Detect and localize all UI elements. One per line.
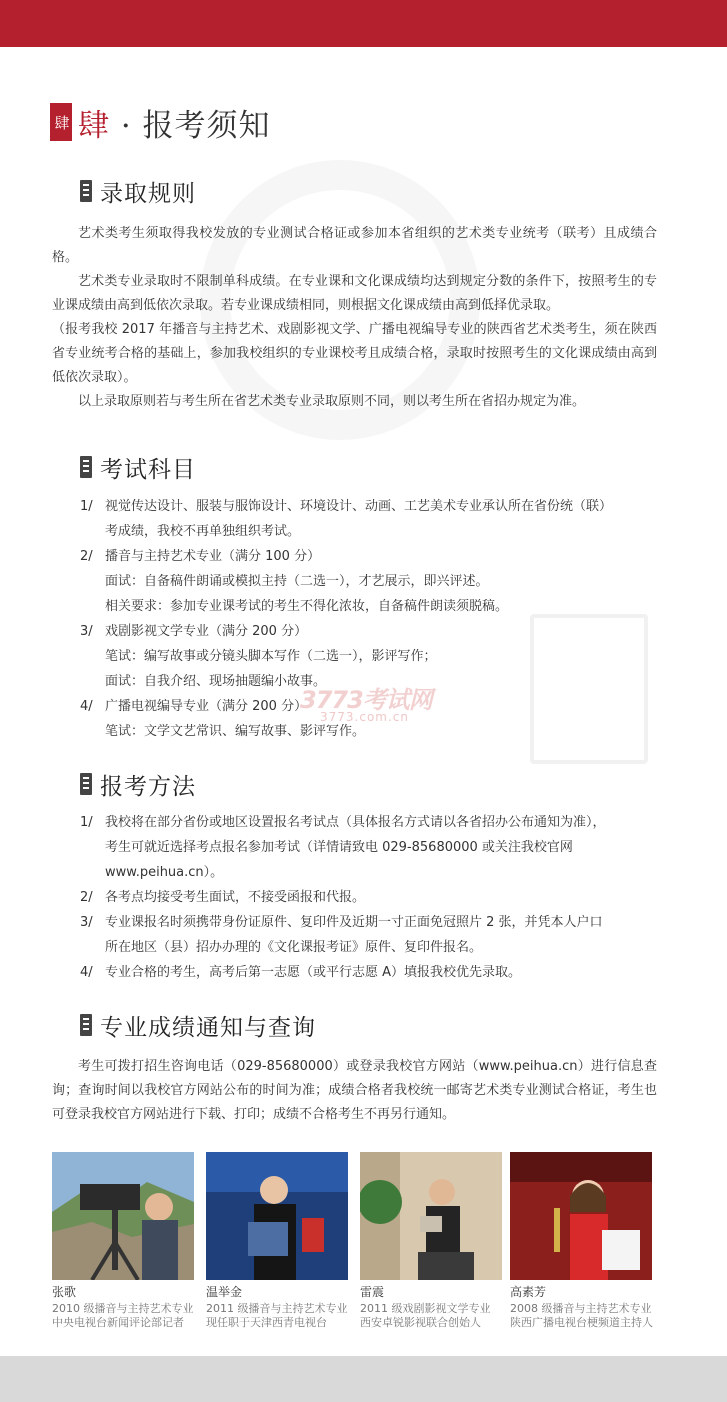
section-heading-admission-rules [80, 174, 196, 208]
item-line: 相关要求：参加专业课考试的考生不得化浓妆，自备稿件朗读须脱稿。 [105, 599, 509, 614]
section-bullet-icon [80, 773, 92, 795]
site-watermark: 3773考试网 [300, 686, 432, 714]
item-line: 考生可就近选择考点报名参加考试（详情请致电 029-85680000 或关注我校官网 [105, 840, 573, 855]
chapter-seal: 肆 [50, 103, 72, 141]
item-line: 笔试：编写故事或分镜头脚本写作（二选一），影评写作； [105, 649, 437, 664]
chapter-heading [50, 100, 271, 144]
section-bullet-icon [80, 456, 92, 478]
list-item [80, 885, 660, 910]
item-line: 视觉传达设计、服装与服饰设计、环境设计、动画、工艺美术专业承认所在省份统（联） [105, 499, 613, 514]
alumni-major: 2011 级戏剧影视文学专业 [360, 1302, 491, 1315]
item-number: 2/ [80, 549, 93, 564]
section-heading-score-notice [80, 1008, 316, 1042]
bottom-banner [0, 1356, 727, 1402]
section-title: 专业成绩通知与查询 [100, 1014, 316, 1041]
section-bullet-icon [80, 1014, 92, 1036]
alumni-position: 现任职于天津西青电视台 [206, 1316, 327, 1329]
alumni-position: 中央电视台新闻评论部记者 [52, 1316, 184, 1329]
section-bullet-icon [80, 180, 92, 202]
section-title: 报考方法 [100, 773, 196, 800]
item-line: 播音与主持艺术专业（满分 100 分） [105, 549, 321, 564]
item-number: 1/ [80, 815, 93, 830]
item-number: 4/ [80, 699, 93, 714]
alumni-caption [360, 1285, 510, 1330]
item-line: 各考点均接受考生面试，不接受函报和代报。 [105, 890, 366, 905]
alumni-caption [52, 1285, 202, 1330]
list-item [80, 494, 660, 544]
top-banner [0, 0, 727, 47]
rules-paragraph-2: 艺术类专业录取时不限制单科成绩。在专业课和文化课成绩均达到规定分数的条件下，按照考生的专业课成绩由高到低依次录取。若专业课成绩相同，则根据文化课成绩由高到低择优录取。 [52, 274, 657, 313]
item-line: 考成绩，我校不再单独组织考试。 [105, 524, 301, 539]
list-item [80, 810, 660, 885]
admission-rules-text [52, 222, 657, 414]
item-number: 2/ [80, 890, 93, 905]
site-watermark-url: 3773.com.cn [320, 710, 409, 724]
chapter-title [78, 100, 271, 145]
alumni-name: 雷震 [360, 1285, 385, 1299]
item-number: 3/ [80, 915, 93, 930]
list-item [80, 960, 660, 985]
alumni-photo-presenter [510, 1152, 652, 1280]
section-heading-application-method [80, 767, 196, 801]
alumni-position: 西安卓锐影视联合创始人 [360, 1316, 481, 1329]
application-method-list [80, 810, 660, 985]
item-line: 我校将在部分省份或地区设置报名考试点（具体报名方式请以各省招办公布通知为准）， [105, 815, 606, 830]
item-line: 面试：自我介绍、现场抽题编小故事。 [105, 674, 327, 689]
chapter-title-text: · 报考须知 [110, 107, 271, 144]
item-line: www.peihua.cn）。 [105, 865, 224, 880]
section-heading-exam-subjects [80, 450, 196, 484]
notice-paragraph: 考生可拨打招生咨询电话（029-85680000）或登录我校官方网站（www.peihua.cn）进行信息查询；查询时间以我校官方网站公布的时间为准；成绩合格者我校统一邮寄艺术类专业测试合格证，考生也可登录我校官方网站进行下载、打印；成绩不合格考生不再另行通知。 [52, 1059, 657, 1122]
alumni-major: 2010 级播音与主持艺术专业 [52, 1302, 194, 1315]
section-title: 考试科目 [100, 456, 196, 483]
item-line: 笔试：文学文艺常识、编写故事、影评写作。 [105, 724, 366, 739]
alumni-major: 2008 级播音与主持艺术专业 [510, 1302, 652, 1315]
list-item [80, 910, 660, 960]
item-line: 专业合格的考生，高考后第一志愿（或平行志愿 A）填报我校优先录取。 [105, 965, 522, 980]
list-item [80, 544, 660, 619]
alumni-name: 高素芳 [510, 1285, 547, 1299]
alumni-photo-writer [360, 1152, 502, 1280]
alumni-major: 2011 级播音与主持艺术专业 [206, 1302, 348, 1315]
item-number: 3/ [80, 624, 93, 639]
rules-paragraph-4: 以上录取原则若与考生所在省艺术类专业录取原则不同，则以考生所在省招办规定为准。 [78, 394, 586, 409]
item-number: 1/ [80, 499, 93, 514]
rules-paragraph-1: 艺术类考生须取得我校发放的专业测试合格证或参加本省组织的艺术类专业统考（联考）且成绩合格。 [52, 226, 657, 265]
alumni-caption [206, 1285, 356, 1330]
alumni-position: 陕西广播电视台梗频道主持人 [510, 1316, 653, 1329]
alumni-caption [510, 1285, 660, 1330]
alumni-name: 温举金 [206, 1285, 243, 1299]
item-number: 4/ [80, 965, 93, 980]
chapter-number: 肆 [78, 107, 110, 144]
item-line: 广播电视编导专业（满分 200 分） [105, 699, 308, 714]
alumni-photo-host [206, 1152, 348, 1280]
item-line: 专业课报名时须携带身份证原件、复印件及近期一寸正面免冠照片 2 张，并凭本人户口 [105, 915, 603, 930]
item-line: 戏剧影视文学专业（满分 200 分） [105, 624, 308, 639]
section-title: 录取规则 [100, 180, 196, 207]
score-notice-text [52, 1055, 657, 1127]
alumni-name: 张歌 [52, 1285, 77, 1299]
item-line: 面试：自备稿件朗诵或模拟主持（二选一），才艺展示，即兴评述。 [105, 574, 489, 589]
alumni-photo-cameraman [52, 1152, 194, 1280]
item-line: 所在地区（县）招办办理的《文化课报考证》原件、复印件报名。 [105, 940, 483, 955]
rules-paragraph-3: （报考我校 2017 年播音与主持艺术、戏剧影视文学、广播电视编导专业的陕西省艺术类考生，须在陕西省专业统考合格的基础上，参加我校组织的专业课校考且成绩合格，录取时按照考生的文化课成绩由高到低依次录取）。 [52, 322, 657, 385]
